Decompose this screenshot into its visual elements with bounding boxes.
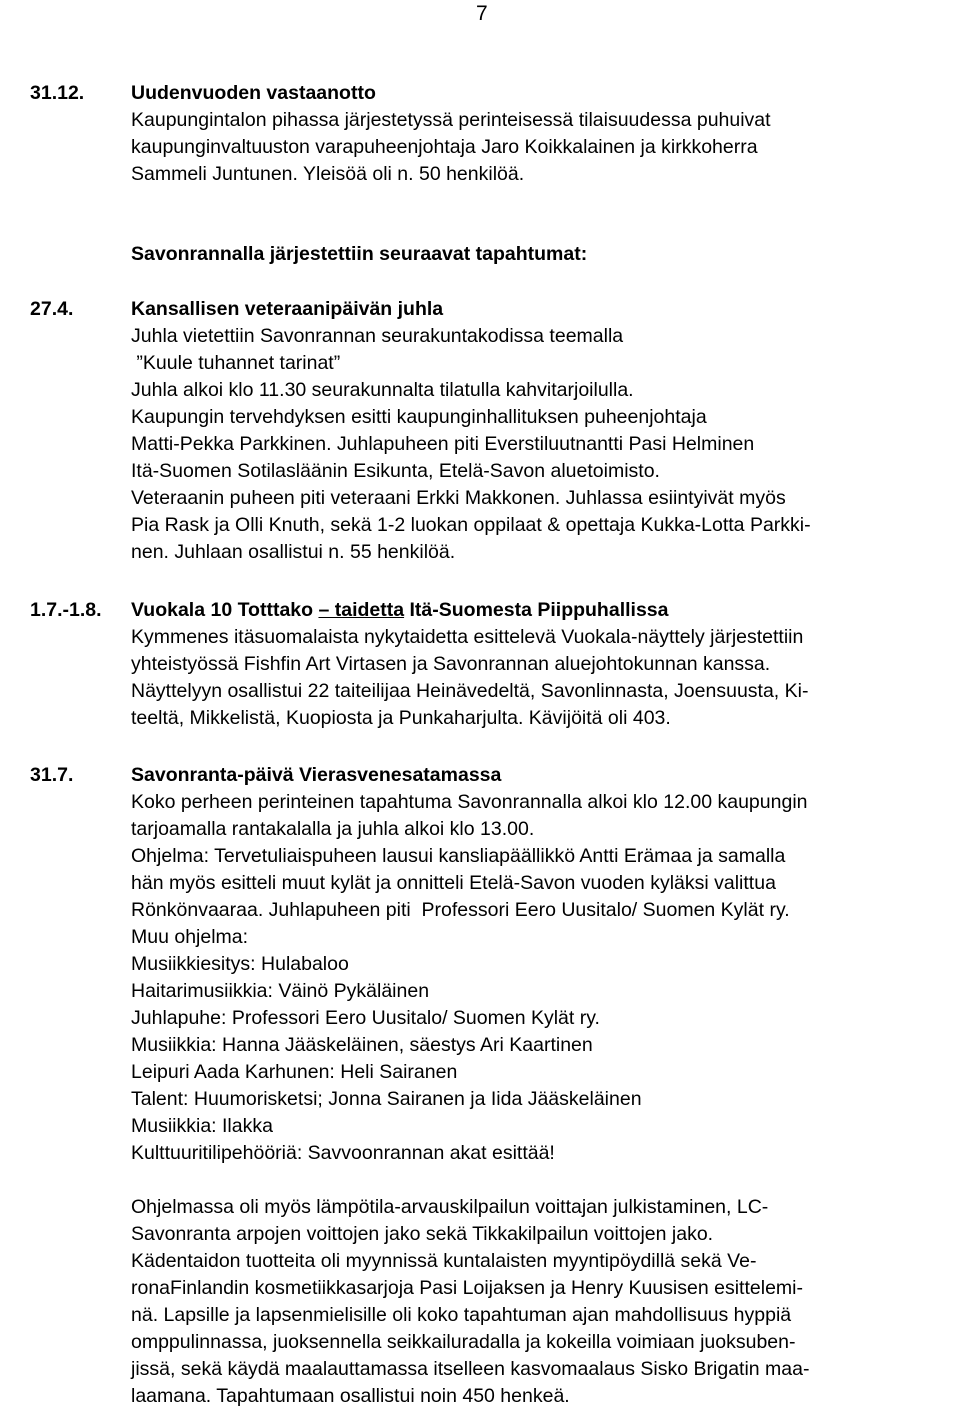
entry-line: ”Kuule tuhannet tarinat” [131,352,341,374]
entry-line: Musiikkiesitys: Hulabaloo [131,953,349,975]
entry-paragraph [131,1194,931,1410]
entry-line: Juhlapuhe: Professori Eero Uusitalo/ Suomen Kylät ry. [131,1007,600,1029]
entry-line: Kaupungin tervehdyksen esitti kaupunginhallituksen puheenjohtaja [131,406,707,428]
entry-line: teeltä, Mikkelistä, Kuopiosta ja Punkaharjulta. Kävijöitä oli 403. [131,707,671,729]
paragraph-line: ronaFinlandin kosmetiikkasarjoja Pasi Loijaksen ja Henry Kuusisen esittelemi- [131,1277,803,1299]
entry-line: Juhla alkoi klo 11.30 seurakunnalta tilatulla kahvitarjoilulla. [131,379,634,401]
entry-line: Matti-Pekka Parkkinen. Juhlapuheen piti Everstiluutnantti Pasi Helminen [131,433,755,455]
entry-title-part: Itä-Suomesta Piippuhallissa [404,599,669,621]
entry-line: tarjoamalla rantakalalla ja juhla alkoi klo 13.00. [131,818,535,840]
entry-body [131,296,931,566]
paragraph-line: Ohjelmassa oli myös lämpötila-arvauskilpailun voittajan julkistaminen, LC- [131,1196,769,1218]
entry-line: Sammeli Juntunen. Yleisöä oli n. 50 henkilöä. [131,163,525,185]
entry-line: Rönkönvaaraa. Juhlapuheen piti Professori Eero Uusitalo/ Suomen Kylät ry. [131,899,790,921]
entry-line: Ohjelma: Tervetuliaispuheen lausui kansliapäällikkö Antti Erämaa ja samalla [131,845,786,867]
entry-title [131,597,931,624]
entry-date: 27.4. [30,298,74,320]
paragraph-line: omppulinnassa, juoksennella seikkailuradalla ja kokeilla voimiaan juoksuben- [131,1331,796,1353]
entry-line: Musiikkia: Hanna Jääskeläinen, säestys Ari Kaartinen [131,1034,593,1056]
entry-line: kaupunginvaltuuston varapuheenjohtaja Jaro Koikkalainen ja kirkkoherra [131,136,758,158]
entry-date: 1.7.-1.8. [30,599,102,621]
paragraph-line: jissä, sekä käydä maalauttamassa itselleen kasvomaalaus Sisko Brigatin maa- [131,1358,810,1380]
entry-line: Leipuri Aada Karhunen: Heli Sairanen [131,1061,458,1083]
entry-date: 31.12. [30,82,85,104]
section-heading: Savonrannalla järjestettiin seuraavat tapahtumat: [131,243,588,265]
entry-line: Näyttelyyn osallistui 22 taiteilijaa Heinävedeltä, Savonlinnasta, Joensuusta, Ki- [131,680,809,702]
entry-line: Talent: Huumorisketsi; Jonna Sairanen ja Iida Jääskeläinen [131,1088,642,1110]
entry-line: Musiikkia: Ilakka [131,1115,273,1137]
page-number: 7 [476,2,488,25]
entry-line: Kaupungintalon pihassa järjestetyssä perinteisessä tilaisuudessa puhuivat [131,109,771,131]
paragraph-line: nä. Lapsille ja lapsenmielisille oli koko tapahtuman ajan mahdollisuus hyppiä [131,1304,792,1326]
entry-title: Uudenvuoden vastaanotto [131,82,376,104]
entry-line: nen. Juhlaan osallistui n. 55 henkilöä. [131,541,456,563]
paragraph-line: Savonranta arpojen voittojen jako sekä Tikkakilpailun voittojen jako. [131,1223,714,1245]
entry-line: Itä-Suomen Sotilasläänin Esikunta, Etelä-Savon aluetoimisto. [131,460,660,482]
entry-line: Pia Rask ja Olli Knuth, sekä 1-2 luokan oppilaat & opettaja Kukka-Lotta Parkki- [131,514,811,536]
entry-body [131,597,931,732]
paragraph-line: laamana. Tapahtumaan osallistui noin 450 henkeä. [131,1385,570,1407]
entry-title: Kansallisen veteraanipäivän juhla [131,298,444,320]
entry-line: yhteistyössä Fishfin Art Virtasen ja Savonrannan aluejohtokunnan kanssa. [131,653,771,675]
entry-title-underlined: – taidetta [318,599,405,621]
paragraph-line: Kädentaidon tuotteita oli myynnissä kuntalaisten myyntipöydillä sekä Ve- [131,1250,757,1272]
entry-line: Juhla vietettiin Savonrannan seurakuntakodissa teemalla [131,325,624,347]
entry-line: Kulttuuritilipehööriä: Savvoonrannan akat esittää! [131,1142,555,1164]
entry-line: Veteraanin puheen piti veteraani Erkki Makkonen. Juhlassa esiintyivät myös [131,487,786,509]
entry-line: Kymmenes itäsuomalaista nykytaidetta esittelevä Vuokala-näyttely järjestettiin [131,626,804,648]
entry-line: Koko perheen perinteinen tapahtuma Savonrannalla alkoi klo 12.00 kaupungin [131,791,808,813]
entry-line: hän myös esitteli muut kylät ja onnitteli Etelä-Savon vuoden kyläksi valittua [131,872,776,894]
entry-title-part: Vuokala 10 Totttako [131,599,319,621]
entry-title: Savonranta-päivä Vierasvenesatamassa [131,764,502,786]
entry-body [131,762,931,1167]
entry-line: Haitarimusiikkia: Väinö Pykäläinen [131,980,430,1002]
entry-date: 31.7. [30,764,74,786]
entry-line: Muu ohjelma: [131,926,249,948]
entry-body [131,80,931,188]
